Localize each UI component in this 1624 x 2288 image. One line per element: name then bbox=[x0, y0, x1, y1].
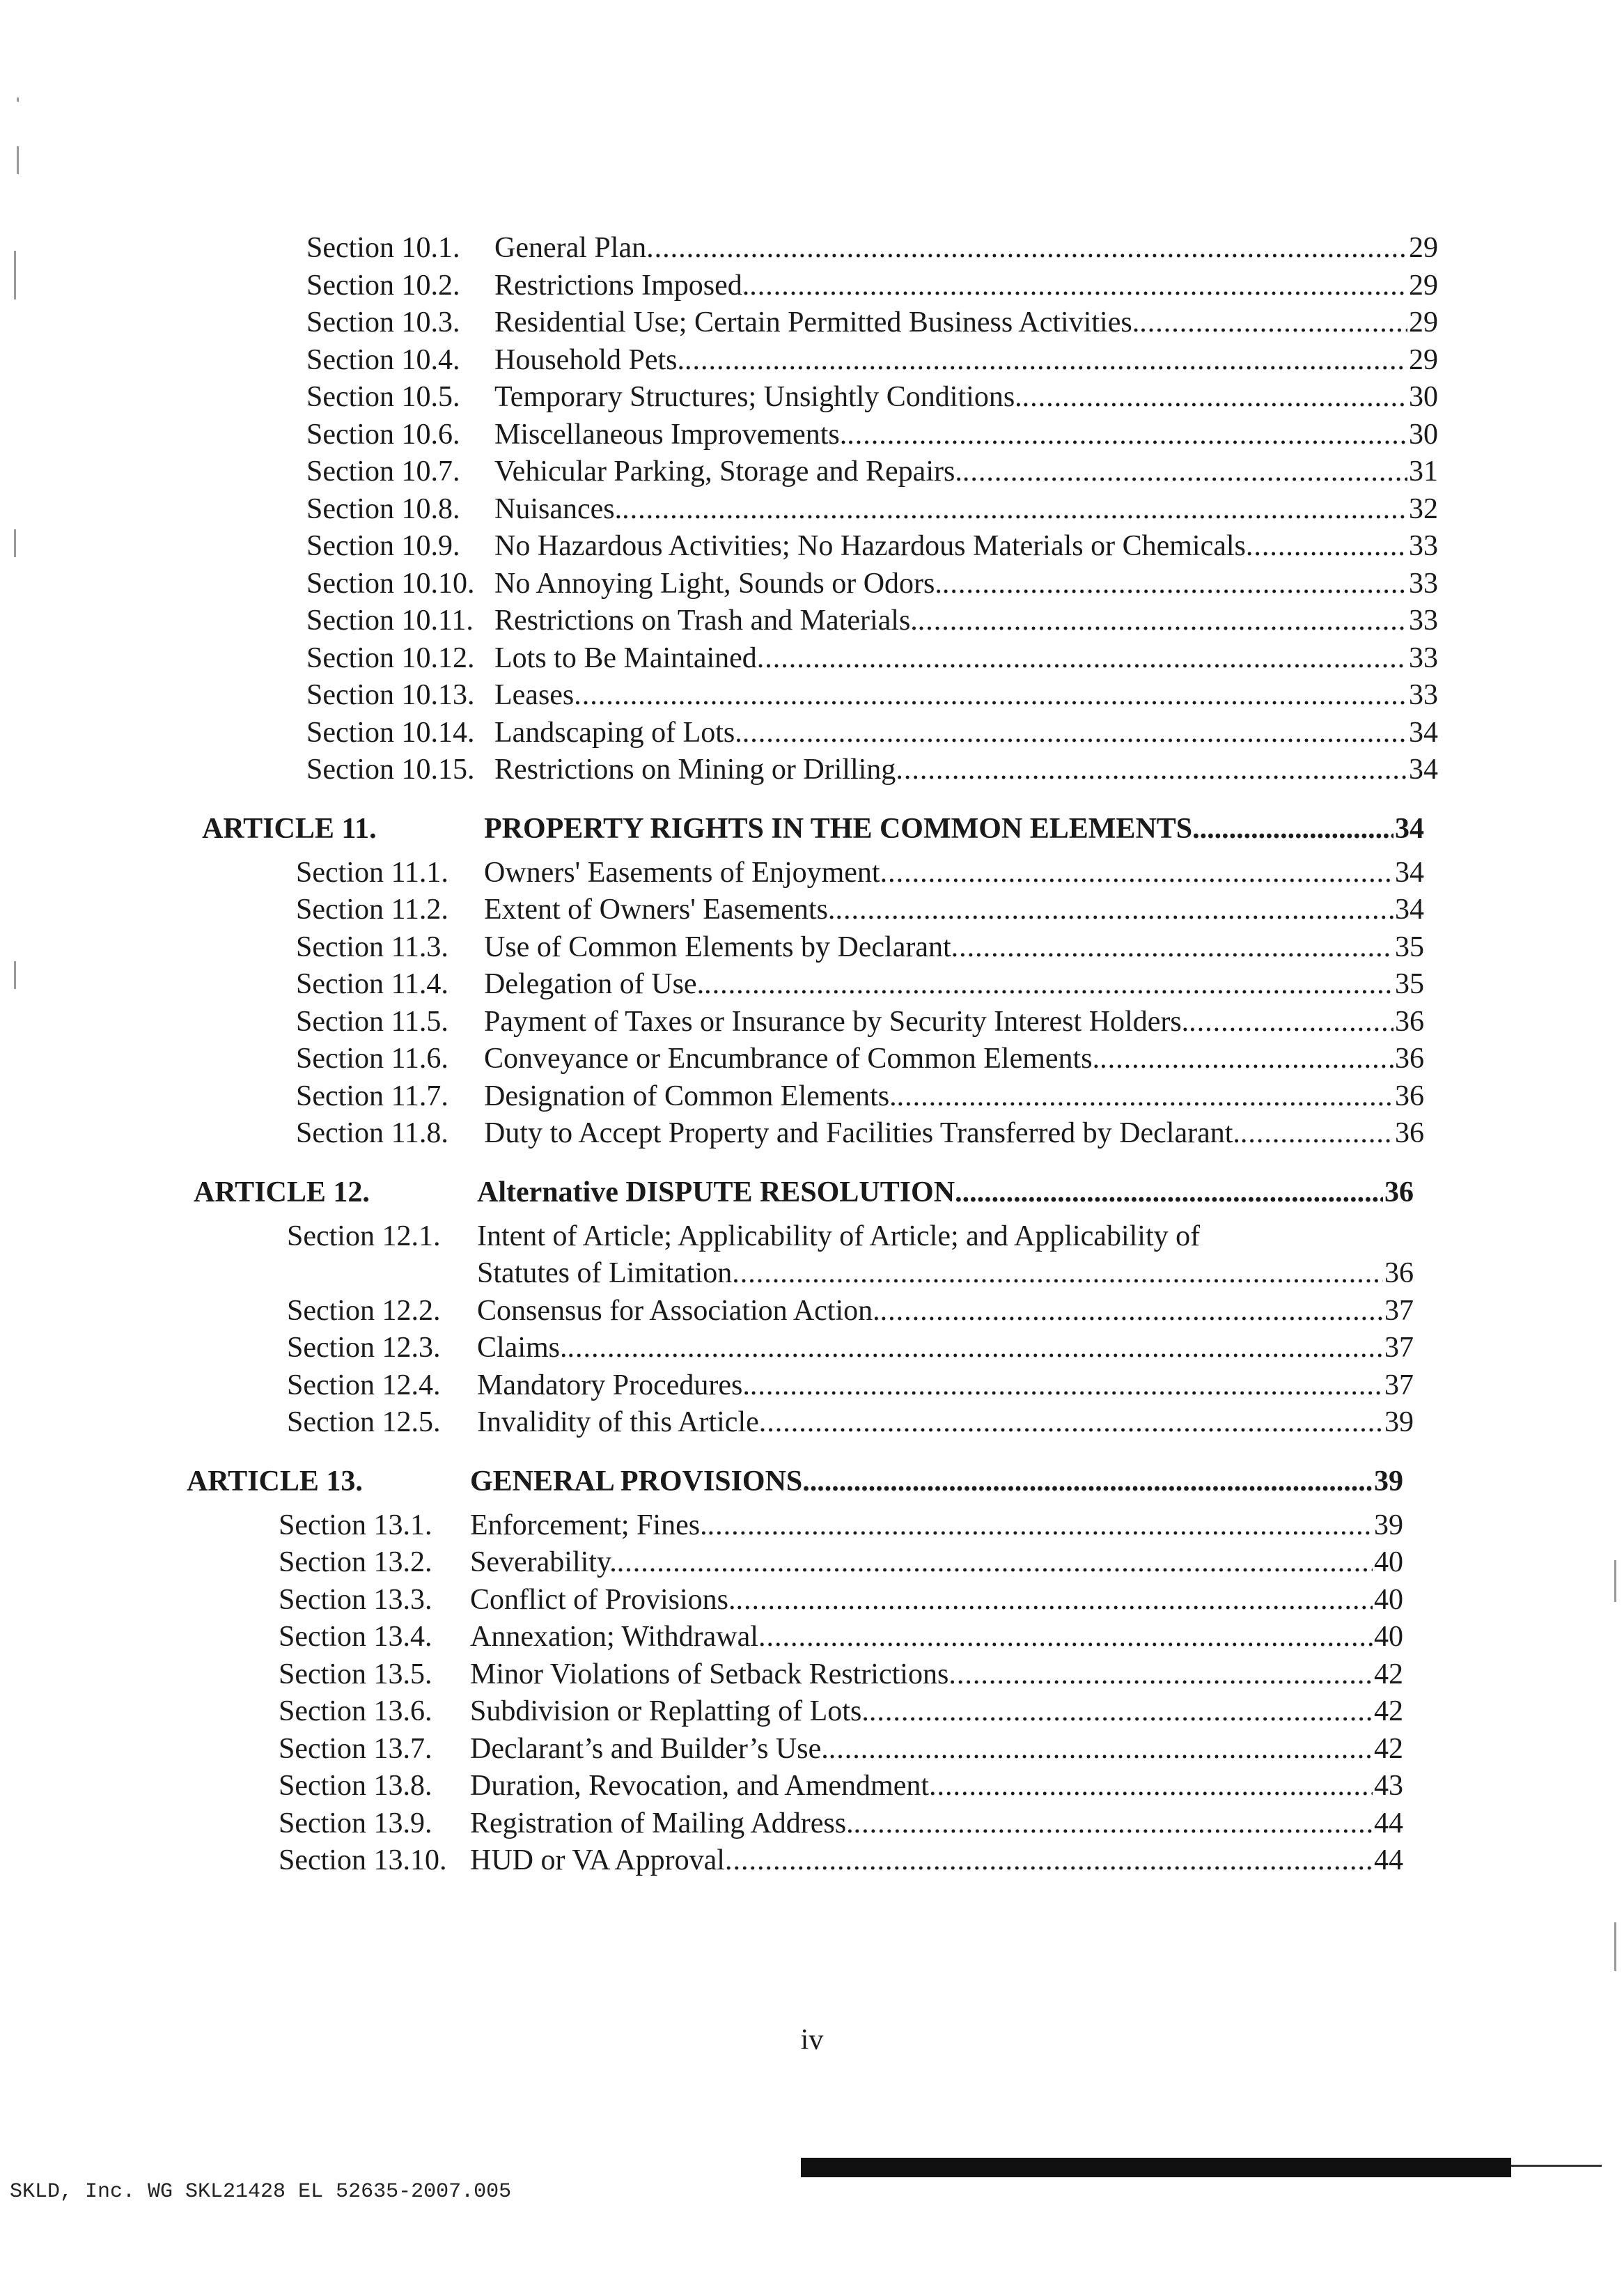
section-title: No Annoying Light, Sounds or Odors. bbox=[494, 567, 942, 600]
section-number: Section 10.5. bbox=[306, 381, 460, 413]
dot-leader bbox=[942, 566, 1407, 603]
section-number: Section 10.6. bbox=[306, 418, 460, 451]
article-heading bbox=[181, 810, 1424, 848]
toc-entry bbox=[181, 453, 1438, 491]
dot-leader bbox=[574, 677, 1407, 715]
article-page: 36 bbox=[1384, 1176, 1414, 1208]
section-page: 34 bbox=[1395, 894, 1424, 926]
section-number: Section 10.15. bbox=[306, 754, 475, 786]
dot-leader bbox=[617, 1544, 1373, 1582]
section-number: Section 10.3. bbox=[306, 306, 460, 338]
scan-mark bbox=[1614, 1922, 1616, 1971]
dot-leader bbox=[829, 1731, 1373, 1768]
section-title: Household Pets. bbox=[494, 343, 685, 376]
dot-leader bbox=[742, 715, 1407, 752]
dot-leader bbox=[835, 892, 1393, 929]
dot-leader bbox=[759, 1404, 1383, 1442]
section-title: Temporary Structures; Unsightly Conditions. bbox=[494, 381, 1022, 413]
section-title: Conflict of Provisions. bbox=[470, 1583, 736, 1616]
dot-leader bbox=[1192, 810, 1393, 848]
dot-leader bbox=[962, 453, 1407, 491]
footer-code: SKLD, Inc. WG SKL21428 EL 52635-2007.005 bbox=[10, 2180, 512, 2204]
toc-entry bbox=[181, 892, 1424, 929]
section-page: 29 bbox=[1409, 269, 1438, 302]
section-page: 40 bbox=[1374, 1583, 1403, 1616]
section-page: 33 bbox=[1409, 567, 1438, 600]
dot-leader bbox=[1022, 379, 1407, 417]
section-title: Designation of Common Elements. bbox=[484, 1080, 897, 1112]
section-page: 36 bbox=[1395, 1117, 1424, 1149]
section-title: Enforcement; Fines. bbox=[470, 1509, 708, 1541]
toc-entry bbox=[181, 304, 1438, 342]
toc-group bbox=[181, 230, 1469, 789]
section-page: 35 bbox=[1395, 931, 1424, 963]
section-number: Section 11.5. bbox=[296, 1005, 448, 1038]
section-page: 33 bbox=[1409, 530, 1438, 562]
toc-entry bbox=[181, 1004, 1424, 1041]
section-page: 35 bbox=[1395, 968, 1424, 1000]
section-number: Section 13.8. bbox=[279, 1770, 432, 1802]
section-number: Section 10.1. bbox=[306, 232, 460, 264]
dot-leader bbox=[1246, 528, 1407, 566]
toc-entry bbox=[181, 528, 1438, 566]
section-title: Extent of Owners' Easements. bbox=[484, 894, 836, 926]
section-number: Section 11.8. bbox=[296, 1117, 448, 1149]
scan-mark bbox=[14, 251, 16, 299]
section-number: Section 13.6. bbox=[279, 1695, 432, 1727]
dot-leader bbox=[880, 855, 1393, 892]
dot-leader bbox=[951, 929, 1393, 967]
section-number: Section 13.2. bbox=[279, 1546, 432, 1578]
scan-mark bbox=[14, 961, 16, 989]
dot-leader bbox=[757, 640, 1407, 678]
section-number: Section 11.6. bbox=[296, 1043, 448, 1075]
section-title: Payment of Taxes or Insurance by Security Interest Holders. bbox=[484, 1005, 1189, 1038]
section-number: Section 10.4. bbox=[306, 343, 460, 376]
dot-leader bbox=[646, 230, 1407, 267]
toc-entry bbox=[181, 602, 1438, 640]
section-number: Section 10.2. bbox=[306, 269, 460, 302]
toc-entry bbox=[181, 1544, 1403, 1582]
section-page: 39 bbox=[1384, 1406, 1414, 1438]
dot-leader bbox=[736, 1582, 1373, 1619]
section-title: No Hazardous Activities; No Hazardous Materials or Chemicals bbox=[494, 530, 1246, 562]
section-number: Section 11.1. bbox=[296, 856, 448, 889]
section-page: 30 bbox=[1409, 381, 1438, 413]
scan-mark bbox=[17, 146, 19, 174]
section-page: 29 bbox=[1409, 232, 1438, 264]
dot-leader bbox=[948, 1656, 1373, 1694]
section-number: Section 13.1. bbox=[279, 1509, 432, 1541]
dot-leader bbox=[802, 1463, 1373, 1500]
section-number: Section 13.5. bbox=[279, 1658, 432, 1690]
toc-entry bbox=[181, 640, 1438, 678]
toc-entry bbox=[181, 1115, 1424, 1153]
section-number: Section 10.13. bbox=[306, 679, 475, 711]
section-title: Duty to Accept Property and Facilities Transferred by Declarant. bbox=[484, 1117, 1240, 1149]
dot-leader bbox=[869, 1693, 1373, 1731]
section-number: Section 11.2. bbox=[296, 894, 448, 926]
section-number: Section 13.7. bbox=[279, 1732, 432, 1765]
section-page: 33 bbox=[1409, 641, 1438, 674]
section-title: Miscellaneous Improvements. bbox=[494, 418, 848, 451]
section-title: Mandatory Procedures. bbox=[477, 1369, 750, 1401]
section-title: Subdivision or Replatting of Lots. bbox=[470, 1695, 869, 1727]
section-page: 33 bbox=[1409, 605, 1438, 637]
section-number: Section 12.2. bbox=[287, 1294, 441, 1327]
dot-leader bbox=[896, 752, 1407, 789]
toc-entry bbox=[181, 379, 1438, 417]
section-title: Severability. bbox=[470, 1546, 617, 1578]
toc-group bbox=[181, 1174, 1469, 1442]
section-number: Section 13.4. bbox=[279, 1621, 432, 1653]
dot-leader bbox=[750, 1367, 1383, 1405]
dot-leader bbox=[758, 1619, 1373, 1656]
section-title: Use of Common Elements by Declarant bbox=[484, 931, 951, 963]
section-page: 40 bbox=[1374, 1546, 1403, 1578]
toc-entry bbox=[181, 417, 1438, 454]
article-title: Alternative DISPUTE RESOLUTION bbox=[477, 1176, 955, 1208]
dot-leader bbox=[704, 966, 1393, 1004]
dot-leader bbox=[897, 1078, 1393, 1116]
article-page: 34 bbox=[1395, 812, 1424, 845]
dot-leader bbox=[854, 1805, 1373, 1843]
dot-leader bbox=[955, 1174, 1383, 1211]
dot-leader bbox=[1100, 1041, 1393, 1078]
toc-group bbox=[181, 1463, 1469, 1880]
section-number: Section 10.14. bbox=[306, 716, 475, 749]
section-page: 30 bbox=[1409, 418, 1438, 451]
section-number: Section 11.3. bbox=[296, 931, 448, 963]
section-page: 36 bbox=[1395, 1043, 1424, 1075]
toc-entry bbox=[181, 677, 1438, 715]
article-title: GENERAL PROVISIONS bbox=[470, 1465, 803, 1497]
toc-entry bbox=[181, 855, 1424, 892]
toc-entry bbox=[181, 1507, 1403, 1545]
section-title: Lots to Be Maintained bbox=[494, 641, 757, 674]
article-heading bbox=[181, 1174, 1414, 1211]
dot-leader bbox=[929, 1768, 1373, 1805]
scan-bar-line bbox=[1511, 2165, 1602, 2167]
toc-entry bbox=[181, 566, 1438, 603]
toc-entry bbox=[181, 1805, 1403, 1843]
article-label: ARTICLE 12. bbox=[194, 1176, 370, 1208]
section-page: 42 bbox=[1374, 1695, 1403, 1727]
dot-leader bbox=[880, 1293, 1383, 1330]
section-number: Section 10.10. bbox=[306, 567, 475, 600]
toc-entry bbox=[181, 752, 1438, 789]
section-title: Invalidity of this Article bbox=[477, 1406, 759, 1438]
section-title: Leases bbox=[494, 679, 575, 711]
section-page: 40 bbox=[1374, 1621, 1403, 1653]
section-page: 36 bbox=[1384, 1257, 1414, 1289]
section-page: 36 bbox=[1395, 1005, 1424, 1038]
toc-entry bbox=[181, 1656, 1403, 1694]
article-label: ARTICLE 11. bbox=[202, 812, 377, 845]
section-number: Section 11.7. bbox=[296, 1080, 448, 1112]
article-heading bbox=[181, 1463, 1403, 1500]
toc-entry bbox=[181, 1041, 1424, 1078]
scan-mark bbox=[17, 98, 19, 102]
section-title: Nuisances. bbox=[494, 492, 623, 525]
section-number: Section 10.7. bbox=[306, 456, 460, 488]
toc-entry bbox=[181, 1768, 1403, 1805]
section-number: Section 12.5. bbox=[287, 1406, 441, 1438]
dot-leader bbox=[1189, 1004, 1393, 1041]
section-number: Section 12.4. bbox=[287, 1369, 441, 1401]
toc-entry bbox=[181, 1218, 1414, 1293]
section-number: Section 12.1. bbox=[287, 1220, 441, 1252]
section-title: Registration of Mailing Address. bbox=[470, 1807, 854, 1839]
section-page: 33 bbox=[1409, 679, 1438, 711]
toc-entry bbox=[181, 491, 1438, 529]
section-page: 39 bbox=[1374, 1509, 1403, 1541]
toc-entry bbox=[181, 342, 1438, 380]
section-title: HUD or VA Approval bbox=[470, 1844, 725, 1876]
toc-entry bbox=[181, 230, 1438, 267]
section-title: Residential Use; Certain Permitted Business Activities. bbox=[494, 306, 1140, 338]
section-title: Consensus for Association Action. bbox=[477, 1294, 880, 1327]
dot-leader bbox=[847, 417, 1407, 454]
dot-leader bbox=[708, 1507, 1373, 1545]
section-number: Section 10.11. bbox=[306, 605, 474, 637]
toc-entry bbox=[181, 1293, 1414, 1330]
section-title: Delegation of Use. bbox=[484, 968, 705, 1000]
section-page: 37 bbox=[1384, 1369, 1414, 1401]
section-number: Section 13.9. bbox=[279, 1807, 432, 1839]
section-number: Section 10.8. bbox=[306, 492, 460, 525]
article-page: 39 bbox=[1374, 1465, 1403, 1497]
section-page: 43 bbox=[1374, 1770, 1403, 1802]
toc-entry bbox=[181, 1731, 1403, 1768]
section-title: Annexation; Withdrawal bbox=[470, 1621, 758, 1653]
dot-leader bbox=[1139, 304, 1407, 342]
section-page: 34 bbox=[1409, 754, 1438, 786]
section-page: 34 bbox=[1395, 856, 1424, 889]
section-page: 29 bbox=[1409, 306, 1438, 338]
toc-entry bbox=[181, 1582, 1403, 1619]
section-number: Section 13.10. bbox=[279, 1844, 447, 1876]
section-page: 42 bbox=[1374, 1658, 1403, 1690]
dot-leader bbox=[622, 491, 1407, 529]
scan-mark bbox=[14, 529, 16, 557]
scan-mark bbox=[1614, 1560, 1616, 1602]
section-number: Section 13.3. bbox=[279, 1583, 432, 1616]
section-page: 44 bbox=[1374, 1844, 1403, 1876]
section-title: Vehicular Parking, Storage and Repairs. bbox=[494, 456, 962, 488]
dot-leader bbox=[568, 1330, 1383, 1367]
dot-leader bbox=[725, 1842, 1373, 1880]
section-page: 32 bbox=[1409, 492, 1438, 525]
section-page: 44 bbox=[1374, 1807, 1403, 1839]
section-title: Conveyance or Encumbrance of Common Elements. bbox=[484, 1043, 1100, 1075]
section-title-continued: Statutes of Limitation bbox=[477, 1257, 733, 1289]
section-title: Restrictions on Trash and Materials. bbox=[494, 605, 918, 637]
section-number: Section 10.12. bbox=[306, 641, 475, 674]
toc-entry bbox=[181, 966, 1424, 1004]
table-of-contents bbox=[181, 230, 1469, 1880]
dot-leader bbox=[749, 267, 1407, 305]
toc-entry bbox=[181, 929, 1424, 967]
dot-leader bbox=[732, 1255, 1383, 1293]
section-title: Duration, Revocation, and Amendment bbox=[470, 1770, 930, 1802]
dot-leader bbox=[918, 602, 1407, 640]
section-page: 29 bbox=[1409, 343, 1438, 376]
section-page: 42 bbox=[1374, 1732, 1403, 1765]
toc-entry bbox=[181, 1693, 1403, 1731]
section-page: 34 bbox=[1409, 716, 1438, 749]
toc-group bbox=[181, 810, 1469, 1153]
toc-entry bbox=[181, 1078, 1424, 1116]
section-title: Landscaping of Lots. bbox=[494, 716, 742, 749]
section-number: Section 11.4. bbox=[296, 968, 448, 1000]
toc-entry bbox=[181, 1367, 1414, 1405]
section-title: Owners' Easements of Enjoyment bbox=[484, 856, 880, 889]
section-page: 31 bbox=[1409, 456, 1438, 488]
section-title: General Plan bbox=[494, 232, 647, 264]
article-label: ARTICLE 13. bbox=[187, 1465, 363, 1497]
section-title: Declarant’s and Builder’s Use. bbox=[470, 1732, 829, 1765]
dot-leader bbox=[1240, 1115, 1393, 1153]
toc-entry bbox=[181, 715, 1438, 752]
section-page: 37 bbox=[1384, 1332, 1414, 1364]
toc-entry bbox=[181, 1330, 1414, 1367]
section-number: Section 12.3. bbox=[287, 1332, 441, 1364]
dot-leader bbox=[685, 342, 1407, 380]
section-title: Restrictions on Mining or Drilling bbox=[494, 754, 896, 786]
toc-entry bbox=[181, 1619, 1403, 1656]
section-title: Minor Violations of Setback Restrictions bbox=[470, 1658, 949, 1690]
toc-entry bbox=[181, 1404, 1414, 1442]
section-title: Intent of Article; Applicability of Article; and Applicability of bbox=[477, 1220, 1201, 1252]
section-number: Section 10.9. bbox=[306, 530, 460, 562]
section-title: Claims. bbox=[477, 1332, 568, 1364]
toc-entry bbox=[181, 1842, 1403, 1880]
toc-entry bbox=[181, 267, 1438, 305]
section-title: Restrictions Imposed. bbox=[494, 269, 750, 302]
section-page: 37 bbox=[1384, 1294, 1414, 1327]
section-page: 36 bbox=[1395, 1080, 1424, 1112]
page-number: iv bbox=[800, 2024, 824, 2056]
article-title: PROPERTY RIGHTS IN THE COMMON ELEMENTS bbox=[484, 812, 1193, 845]
scan-bar bbox=[801, 2158, 1511, 2177]
